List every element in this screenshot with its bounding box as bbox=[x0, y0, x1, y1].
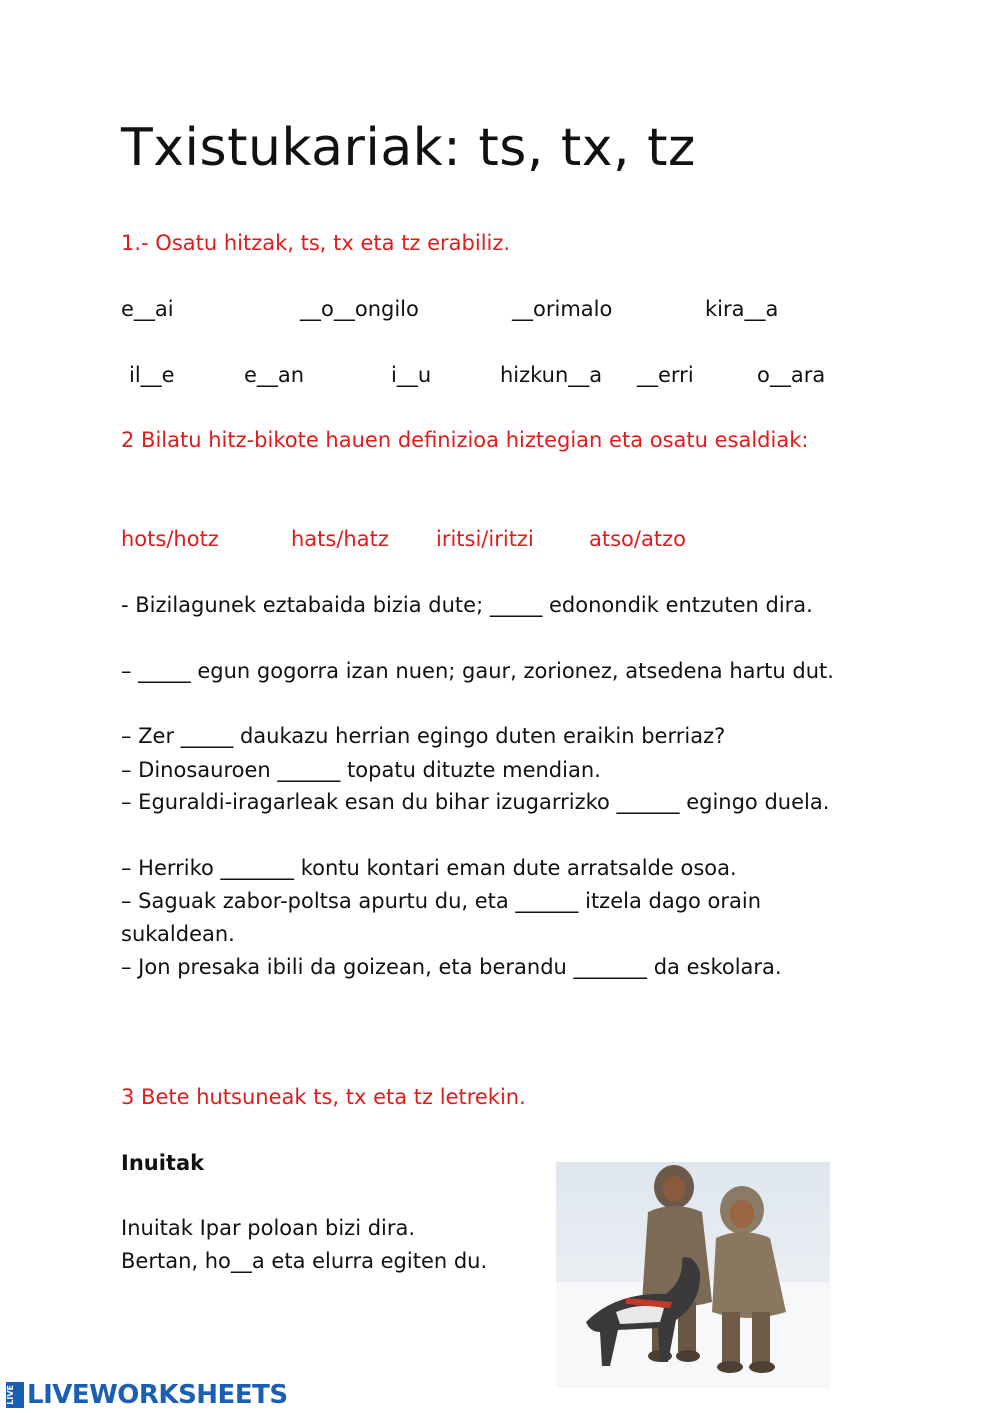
sentence: – _____ egun gogorra izan nuen; gaur, zorionez, atsedena hartu dut. bbox=[121, 659, 834, 683]
exercise-1-instruction: 1.- Osatu hitzak, ts, tx eta tz erabiliz. bbox=[121, 231, 511, 255]
sentence: – Saguak zabor-poltsa apurtu du, eta ______ itzela dago orain sukaldean. bbox=[121, 889, 762, 946]
word-pair: iritsi/iritzi bbox=[436, 527, 534, 551]
word-item: __erri bbox=[637, 363, 694, 387]
inuit-children-photo bbox=[556, 1162, 830, 1388]
word-pair: hots/hotz bbox=[121, 527, 219, 551]
word-pair: hats/hatz bbox=[291, 527, 389, 551]
photo-illustration bbox=[556, 1162, 830, 1388]
sentence: – Eguraldi-iragarleak esan du bihar izugarrizko ______ egingo duela. bbox=[121, 790, 830, 814]
word-item: __o__ongilo bbox=[300, 297, 419, 321]
story-line: Bertan, ho__a eta elurra egiten du. bbox=[121, 1249, 488, 1273]
story-title: Inuitak bbox=[121, 1151, 205, 1175]
logo-badge bbox=[6, 1382, 24, 1408]
word-item: i__u bbox=[391, 363, 432, 387]
page-title: Txistukariak: ts, tx, tz bbox=[121, 118, 696, 178]
sentence: – Herriko _______ kontu kontari eman dute arratsalde osoa. bbox=[121, 856, 737, 880]
sentence: – Dinosauroen ______ topatu dituzte mendian. bbox=[121, 758, 601, 782]
word-item: kira__a bbox=[705, 297, 779, 321]
word-item: __orimalo bbox=[512, 297, 613, 321]
logo-badge-text: LIVE bbox=[6, 1385, 15, 1405]
logo-text: LIVEWORKSHEETS bbox=[27, 1380, 288, 1410]
exercise-2-instruction: 2 Bilatu hitz-bikote hauen definizioa hiztegian eta osatu esaldiak: bbox=[121, 428, 809, 452]
word-item: hizkun__a bbox=[500, 363, 603, 387]
sentence: - Bizilagunek eztabaida bizia dute; _____ edonondik entzuten dira. bbox=[121, 593, 813, 617]
word-item: o__ara bbox=[757, 363, 826, 387]
story-line: Inuitak Ipar poloan bizi dira. bbox=[121, 1216, 416, 1240]
exercise-3-instruction: 3 Bete hutsuneak ts, tx eta tz letrekin. bbox=[121, 1085, 526, 1109]
sentence: – Zer _____ daukazu herrian egingo duten eraikin berriaz? bbox=[121, 724, 726, 748]
word-item: e__ai bbox=[121, 297, 174, 321]
sentence: – Jon presaka ibili da goizean, eta berandu _______ da eskolara. bbox=[121, 955, 782, 979]
liveworksheets-logo bbox=[6, 1380, 288, 1410]
word-pair: atso/atzo bbox=[589, 527, 686, 551]
word-item: e__an bbox=[244, 363, 305, 387]
word-item: il__e bbox=[129, 363, 175, 387]
